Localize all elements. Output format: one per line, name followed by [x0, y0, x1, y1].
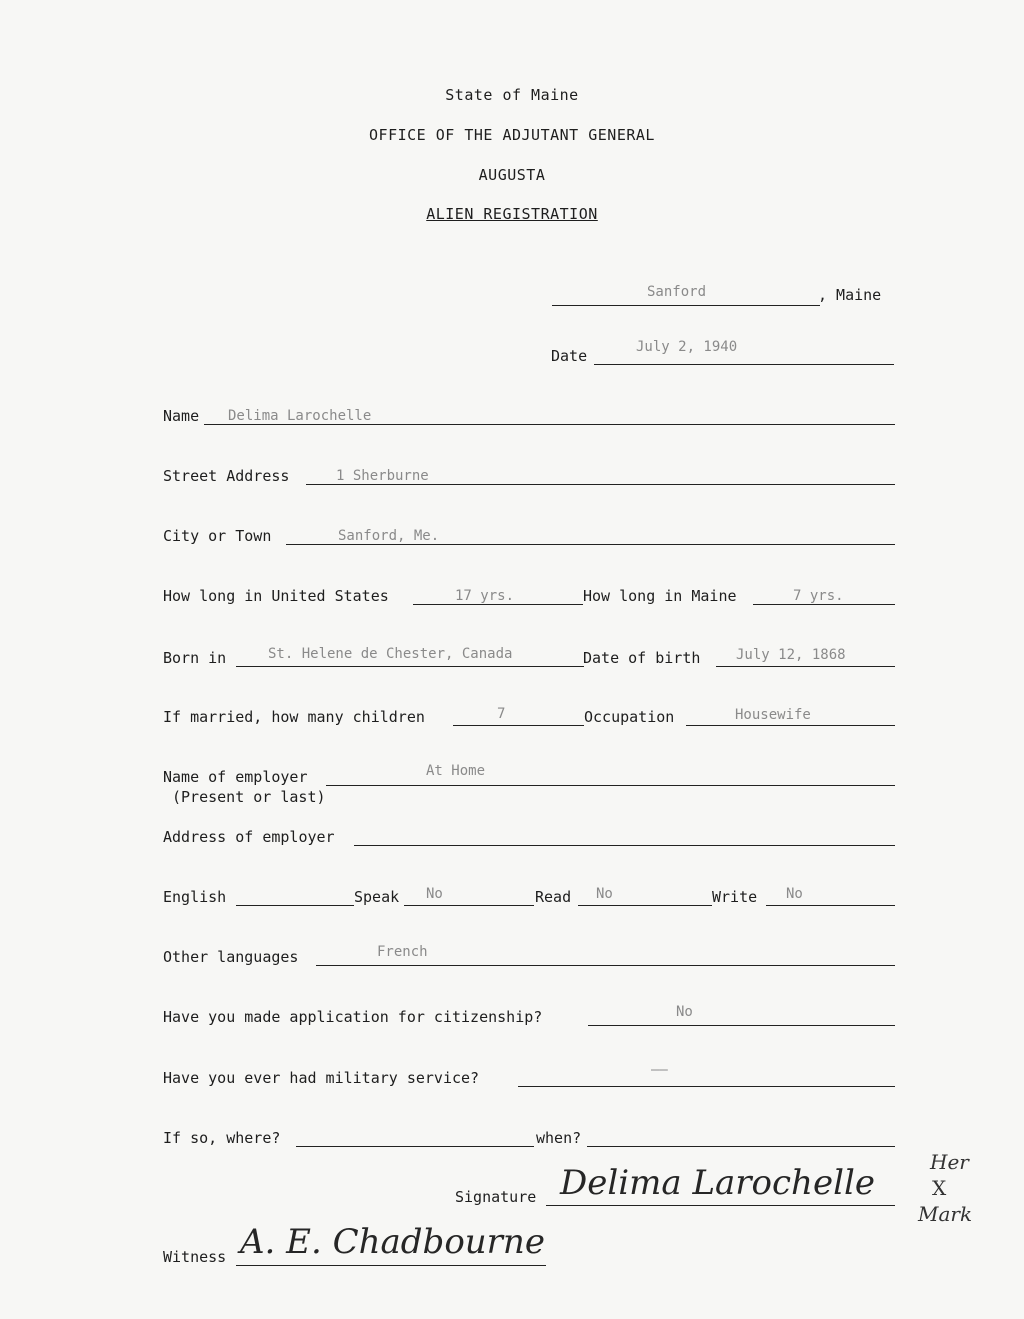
form-title-text: ALIEN REGISTRATION	[426, 205, 598, 223]
employer-sub-label: (Present or last)	[172, 788, 326, 806]
street-label: Street Address	[163, 467, 290, 485]
street-line	[306, 484, 895, 485]
name-label: Name	[163, 407, 200, 425]
header-state: State of Maine	[445, 86, 579, 104]
employer-addr-line	[354, 845, 895, 846]
read-value: No	[596, 886, 613, 902]
military-value: ——	[651, 1062, 668, 1078]
form-title	[0, 205, 1024, 223]
occupation-value: Housewife	[735, 707, 811, 723]
maine-label: , Maine	[818, 286, 882, 304]
where-line	[296, 1146, 534, 1147]
employer-line	[326, 785, 895, 786]
how-long-us-value: 17 yrs.	[455, 588, 515, 604]
city-town-value: Sanford, Me.	[338, 528, 440, 544]
mark-note-her: Her	[930, 1150, 969, 1174]
citizenship-value: No	[676, 1004, 693, 1020]
employer-addr-label: Address of employer	[163, 828, 335, 846]
name-line	[204, 424, 895, 425]
date-label: Date	[551, 347, 588, 365]
signature-label: Signature	[455, 1188, 537, 1206]
born-in-line	[236, 666, 584, 667]
other-lang-label: Other languages	[163, 948, 299, 966]
speak-value: No	[426, 886, 443, 902]
how-long-us-label: How long in United States	[163, 587, 389, 605]
how-long-me-label: How long in Maine	[583, 587, 737, 605]
children-value: 7	[497, 706, 506, 722]
header-office: OFFICE OF THE ADJUTANT GENERAL	[369, 126, 655, 144]
header-city: AUGUSTA	[478, 166, 546, 184]
dob-label: Date of birth	[583, 649, 701, 667]
other-lang-line	[316, 965, 895, 966]
witness-label: Witness	[163, 1248, 227, 1266]
citizenship-line	[588, 1025, 895, 1026]
write-line	[766, 905, 895, 906]
when-line	[587, 1146, 895, 1147]
write-label: Write	[712, 888, 758, 906]
signature-line	[546, 1205, 895, 1206]
city-town-label: City or Town	[163, 527, 272, 545]
town-value: Sanford	[647, 284, 707, 300]
military-line	[518, 1086, 895, 1087]
write-value: No	[786, 886, 803, 902]
occupation-label: Occupation	[584, 708, 675, 726]
how-long-me-value: 7 yrs.	[793, 588, 844, 604]
city-town-line	[286, 544, 895, 545]
read-label: Read	[535, 888, 572, 906]
military-label: Have you ever had military service?	[163, 1069, 480, 1087]
witness-signature: A. E. Chadbourne	[240, 1222, 545, 1262]
dob-value: July 12, 1868	[736, 647, 846, 663]
date-line	[594, 364, 894, 365]
speak-label: Speak	[354, 888, 400, 906]
how-long-me-line	[753, 604, 895, 605]
employer-value: At Home	[426, 763, 486, 779]
occupation-line	[686, 725, 895, 726]
how-long-us-line	[413, 604, 583, 605]
town-line	[552, 305, 820, 306]
when-label: when?	[536, 1129, 582, 1147]
english-label: English	[163, 888, 227, 906]
born-in-value: St. Helene de Chester, Canada	[268, 646, 513, 662]
citizenship-label: Have you made application for citizenship?	[163, 1008, 543, 1026]
read-line	[578, 905, 712, 906]
children-line	[453, 725, 584, 726]
speak-line	[404, 905, 534, 906]
other-lang-value: French	[377, 944, 428, 960]
english-line	[236, 905, 354, 906]
born-in-label: Born in	[163, 649, 227, 667]
employer-label: Name of employer	[163, 768, 308, 786]
mark-note-x: X	[932, 1176, 947, 1200]
name-value: Delima Larochelle	[228, 408, 372, 424]
witness-line	[236, 1265, 546, 1266]
date-value: July 2, 1940	[636, 339, 738, 355]
dob-line	[716, 666, 895, 667]
children-label: If married, how many children	[163, 708, 425, 726]
mark-note-mark: Mark	[918, 1202, 973, 1226]
where-label: If so, where?	[163, 1129, 281, 1147]
signature-handwritten: Delima Larochelle	[560, 1163, 875, 1203]
street-value: 1 Sherburne	[336, 468, 429, 484]
